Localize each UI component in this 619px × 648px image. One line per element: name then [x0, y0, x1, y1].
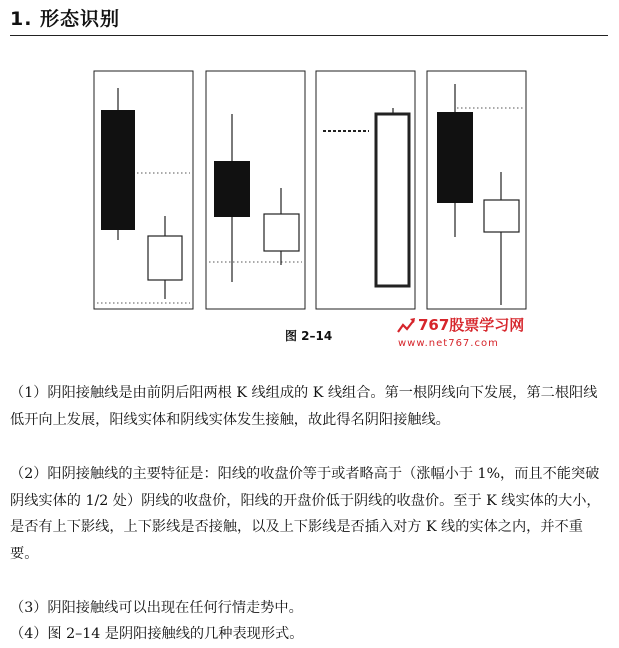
- figure-caption: 图 2–14: [285, 329, 333, 343]
- panel-1-white-candle-body: [148, 236, 182, 280]
- figure-panel-3: [316, 71, 415, 309]
- paragraph-3: （3）阴阳接触线可以出现在任何行情走势中。: [10, 600, 303, 616]
- watermark-brand: 767股票学习网: [418, 316, 525, 334]
- paragraph-4: （4）图 2–14 是阴阳接触线的几种表现形式。: [10, 626, 304, 642]
- panel-4-white-candle-body: [484, 200, 519, 232]
- figure-panel-1: [94, 71, 193, 309]
- panel-4-black-candle-body: [437, 112, 473, 203]
- panel-2-white-candle-body: [264, 214, 299, 251]
- watermark-chart-icon: [397, 317, 417, 335]
- section-heading: 1. 形态识别: [10, 8, 121, 30]
- panel-3-white-candle-body: [376, 114, 409, 286]
- watermark-url: www.net767.com: [398, 338, 499, 349]
- figure-panel-2: [206, 71, 305, 309]
- figure-panel-4: [427, 71, 526, 309]
- panel-2-black-candle-body: [214, 161, 250, 217]
- panel-1-black-candle-body: [101, 110, 135, 230]
- paragraph-2: （2）阳阴接触线的主要特征是：阳线的收盘价等于或者略高于（涨幅小于 1%，而且不能突破阴线实体的 1/2 处）阴线的收盘价，阳线的开盘价低于阴线的收盘价。至于 K 线实体的大小，是否有上下影线，上下影线是否接触，以及上下影线是否插入对方 K 线的实体之内，并不重要。: [10, 466, 601, 562]
- paragraph-1: （1）阴阳接触线是由前阴后阳两根 K 线组成的 K 线组合。第一根阴线向下发展，第二根阳线低开向上发展，阳线实体和阴线实体发生接触，故此得名阴阳接触线。: [10, 385, 598, 428]
